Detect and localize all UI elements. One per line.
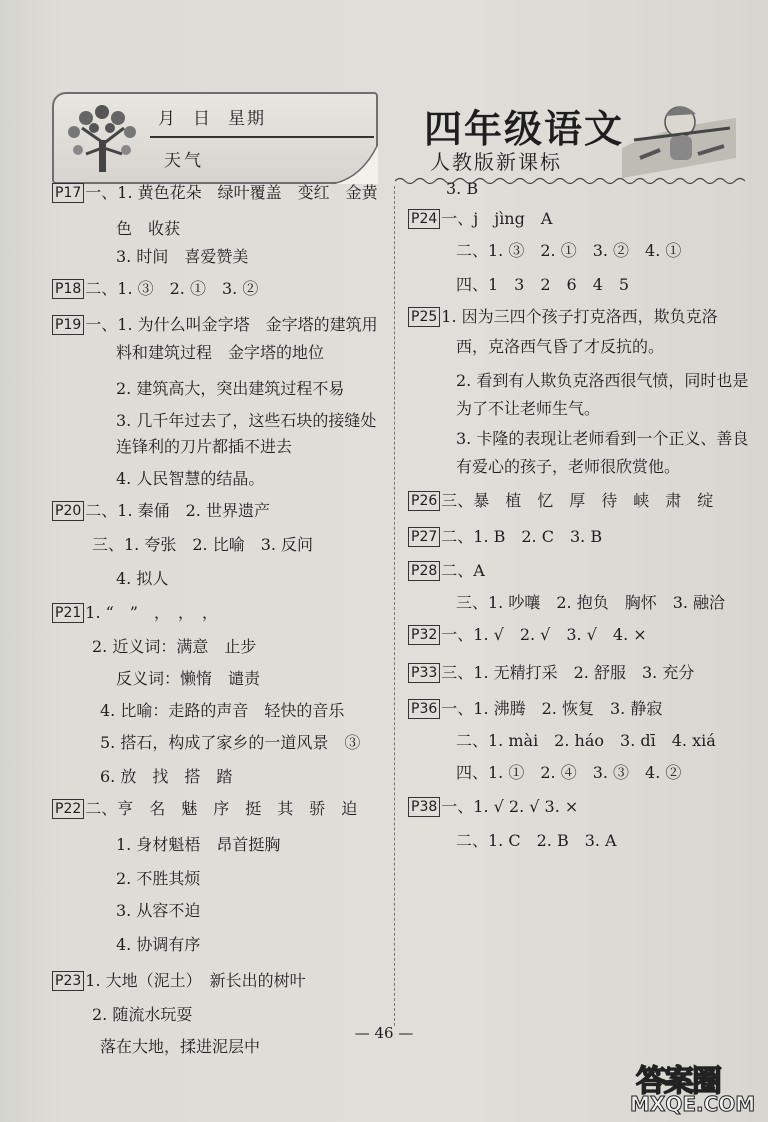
answer-line <box>456 370 748 392</box>
page-ref-tag: P33 <box>408 663 440 683</box>
answer-line <box>116 668 260 690</box>
answer-text: 3. B <box>446 179 479 198</box>
answer-line <box>456 240 681 262</box>
answer-line <box>456 592 725 614</box>
tree-icon <box>60 98 146 176</box>
answer-text: 二、1. B 2. C 3. B <box>441 527 603 546</box>
page-title: 四年级语文 <box>424 107 625 151</box>
month-label: 月 <box>158 109 177 129</box>
answer-line <box>116 342 324 364</box>
answer-line <box>116 868 200 890</box>
day-label: 日 <box>193 109 212 129</box>
answer-text: 色 收获 <box>116 219 181 238</box>
answer-line <box>446 178 478 200</box>
answer-line <box>52 602 218 624</box>
answer-line <box>408 560 485 582</box>
answer-text: 三、1. 夸张 2. 比喻 3. 反问 <box>92 535 314 554</box>
answer-text: 3. 时间 喜爱赞美 <box>116 247 249 266</box>
watermark-logo <box>630 1056 762 1118</box>
answer-text: 一、1. 黄色花朵 绿叶覆盖 变红 金黄 <box>85 183 378 202</box>
answer-line <box>92 1004 192 1026</box>
answer-text: 一、1. 为什么叫金字塔 金字塔的建筑用 <box>85 315 378 334</box>
page-ref-tag: P24 <box>408 209 440 229</box>
answer-line <box>408 490 713 512</box>
answer-line <box>116 410 376 432</box>
page-ref-tag: P23 <box>52 971 84 991</box>
answer-line <box>52 970 306 992</box>
watermark-top-text: 答案圈 <box>636 1064 720 1099</box>
answer-text: 4. 协调有序 <box>116 935 201 954</box>
answer-line <box>116 934 200 956</box>
page-ref-tag: P20 <box>52 501 84 521</box>
answer-text: 5. 搭石，构成了家乡的一道风景 ③ <box>100 733 361 752</box>
page-ref-tag: P27 <box>408 527 440 547</box>
page-number: — 46 — <box>354 1024 414 1042</box>
answer-text: 1. 身材魁梧 昂首挺胸 <box>116 835 281 854</box>
answer-line <box>116 568 168 590</box>
page-ref-tag: P22 <box>52 799 84 819</box>
answer-text: 4. 人民智慧的结晶。 <box>116 469 265 488</box>
answer-line <box>116 468 264 490</box>
boy-mascot-icon <box>620 88 738 182</box>
answer-line <box>456 398 600 420</box>
answer-text: 四、1 3 2 6 4 5 <box>456 275 630 294</box>
answer-line <box>52 182 378 204</box>
answer-line <box>456 274 629 296</box>
answer-line <box>52 798 357 820</box>
answer-line <box>100 732 360 754</box>
answer-line <box>408 624 647 646</box>
weather-label: 天气 <box>164 151 204 171</box>
answer-line <box>116 246 248 268</box>
answer-text: 一、1. √ 2. √ 3. √ 4. × <box>441 625 647 644</box>
answer-line <box>456 830 617 852</box>
answer-text: 一、1. 沸腾 2. 恢复 3. 静寂 <box>441 699 663 718</box>
answer-text: 三、1. 无精打采 2. 舒服 3. 充分 <box>441 663 695 682</box>
answer-text: 3. 从容不迫 <box>116 901 201 920</box>
answer-line <box>52 278 258 300</box>
answer-text: 1. 大地（泥土） 新长出的树叶 <box>85 971 306 990</box>
answer-line <box>456 428 748 450</box>
answer-line <box>100 766 232 788</box>
answer-line <box>456 730 716 752</box>
answer-line <box>116 378 344 400</box>
answer-line <box>456 762 681 784</box>
page-ref-tag: P18 <box>52 279 84 299</box>
page-ref-tag: P32 <box>408 625 440 645</box>
answer-text: 二、1. mài 2. háo 3. dī 4. xiá <box>456 731 716 750</box>
answer-line <box>456 456 680 478</box>
answer-text: 2. 随流水玩耍 <box>92 1005 193 1024</box>
answer-text: 6. 放 找 搭 踏 <box>100 767 233 786</box>
page-ref-tag: P21 <box>52 603 84 623</box>
answer-line <box>116 218 180 240</box>
answer-text: 落在大地，揉进泥层中 <box>100 1037 261 1056</box>
answer-line <box>408 208 552 230</box>
answer-text: 二、1. ③ 2. ① 3. ② <box>85 279 259 298</box>
watermark-bottom-text: MXQE.COM <box>630 1092 756 1116</box>
answer-text: 二、亨 名 魅 序 挺 其 骄 迫 <box>85 799 358 818</box>
date-line <box>158 104 282 129</box>
answer-text: 2. 不胜其烦 <box>116 869 201 888</box>
answer-line <box>100 700 344 722</box>
answer-text: 4. 拟人 <box>116 569 169 588</box>
answer-line <box>116 834 280 856</box>
answer-line <box>116 900 200 922</box>
page-ref-tag: P28 <box>408 561 440 581</box>
answer-text: 二、A <box>441 561 485 580</box>
answer-line <box>116 436 292 458</box>
answer-line <box>408 526 602 548</box>
answer-text: 2. 建筑高大，突出建筑过程不易 <box>116 379 345 398</box>
answer-text: 三、1. 吵嚷 2. 抱负 胸怀 3. 融洽 <box>456 593 726 612</box>
answer-text: 反义词：懒惰 谴责 <box>116 669 261 688</box>
answer-text: 二、1. C 2. B 3. A <box>456 831 617 850</box>
page-curl-icon <box>332 144 378 184</box>
answer-line <box>92 636 256 658</box>
page-ref-tag: P38 <box>408 797 440 817</box>
date-weather-box <box>52 92 378 184</box>
weekday-label: 星期 <box>228 109 266 129</box>
answer-text: 2. 看到有人欺负克洛西很气愤，同时也是 <box>456 371 749 390</box>
answer-text: 有爱心的孩子，老师很欣赏他。 <box>456 457 681 476</box>
page-ref-tag: P25 <box>408 307 440 327</box>
answer-text: 3. 卡隆的表现让老师看到一个正义、善良 <box>456 429 749 448</box>
answer-line <box>408 306 718 328</box>
header-rule <box>150 136 374 138</box>
answer-text: 连锋利的刀片都插不进去 <box>116 437 293 456</box>
page-subtitle: 人教版新课标 <box>430 150 562 174</box>
answer-text: 三、暴 植 忆 厚 待 峡 肃 绽 <box>441 491 714 510</box>
page-ref-tag: P36 <box>408 699 440 719</box>
answer-line <box>92 534 313 556</box>
answer-text: 4. 比喻：走路的声音 轻快的音乐 <box>100 701 345 720</box>
page-ref-tag: P17 <box>52 183 84 203</box>
answer-text: 1. “ ” ， ， ， <box>85 603 218 622</box>
answer-text: 为了不让老师生气。 <box>456 399 601 418</box>
answer-line <box>52 314 378 336</box>
page-ref-tag: P19 <box>52 315 84 335</box>
answer-line <box>408 796 578 818</box>
answer-text: 四、1. ① 2. ④ 3. ③ 4. ② <box>456 763 682 782</box>
answer-text: 3. 几千年过去了，这些石块的接缝处 <box>116 411 377 430</box>
page-ref-tag: P26 <box>408 491 440 511</box>
answer-line <box>52 500 270 522</box>
answer-text: 二、1. ③ 2. ① 3. ② 4. ① <box>456 241 682 260</box>
answer-text: 2. 近义词：满意 止步 <box>92 637 257 656</box>
answer-text: 1. 因为三四个孩子打克洛西，欺负克洛 <box>441 307 718 326</box>
answer-text: 一、j jìng A <box>441 209 553 228</box>
answer-text: 料和建筑过程 金字塔的地位 <box>116 343 325 362</box>
answer-text: 西，克洛西气昏了才反抗的。 <box>456 337 665 356</box>
column-divider <box>394 186 395 1026</box>
answer-text: 一、1. √ 2. √ 3. × <box>441 797 579 816</box>
answer-line <box>408 662 694 684</box>
answer-text: 二、1. 秦俑 2. 世界遗产 <box>85 501 270 520</box>
answer-line <box>456 336 664 358</box>
answer-line <box>408 698 662 720</box>
